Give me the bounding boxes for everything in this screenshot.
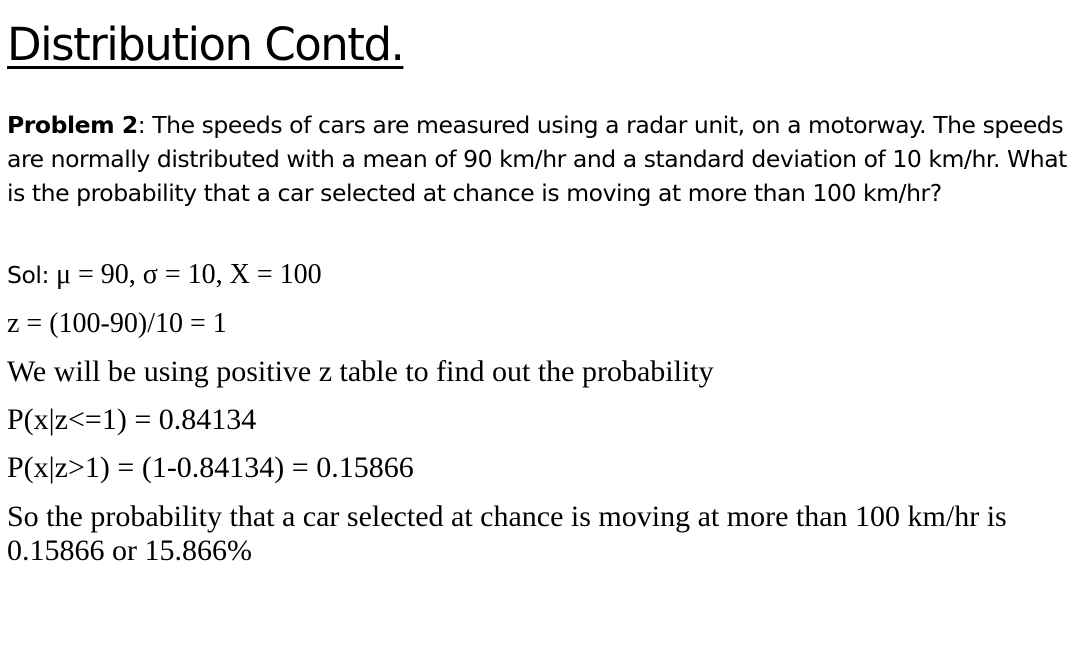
probability-greater: P(x|z>1) = (1-0.84134) = 0.15866: [7, 451, 414, 484]
conclusion: So the probability that a car selected at chance is moving at more than 100 km/hr is 0.15866 or 15.866%: [7, 500, 1007, 567]
solution-label: Sol:: [7, 261, 56, 289]
method-note: We will be using positive z table to find out the probability: [7, 355, 714, 388]
solution-given: [7, 258, 322, 296]
given-values: μ = 90, σ = 10, X = 100: [55, 259, 322, 290]
problem-label: Problem 2: [7, 111, 138, 139]
problem-text: : The speeds of cars are measured using a radar unit, on a motorway. The speeds are normally distributed with a mean of 90 km/hr and a standard deviation of 10 km/hr. What is the probability that a car selected at chance is moving at more than 100 km/hr?: [7, 111, 1067, 207]
slide-title: Distribution Contd.: [7, 18, 404, 71]
problem-statement: [7, 108, 1077, 210]
z-score-formula: z = (100-90)/10 = 1: [7, 308, 227, 339]
probability-less-equal: P(x|z<=1) = 0.84134: [7, 403, 257, 436]
